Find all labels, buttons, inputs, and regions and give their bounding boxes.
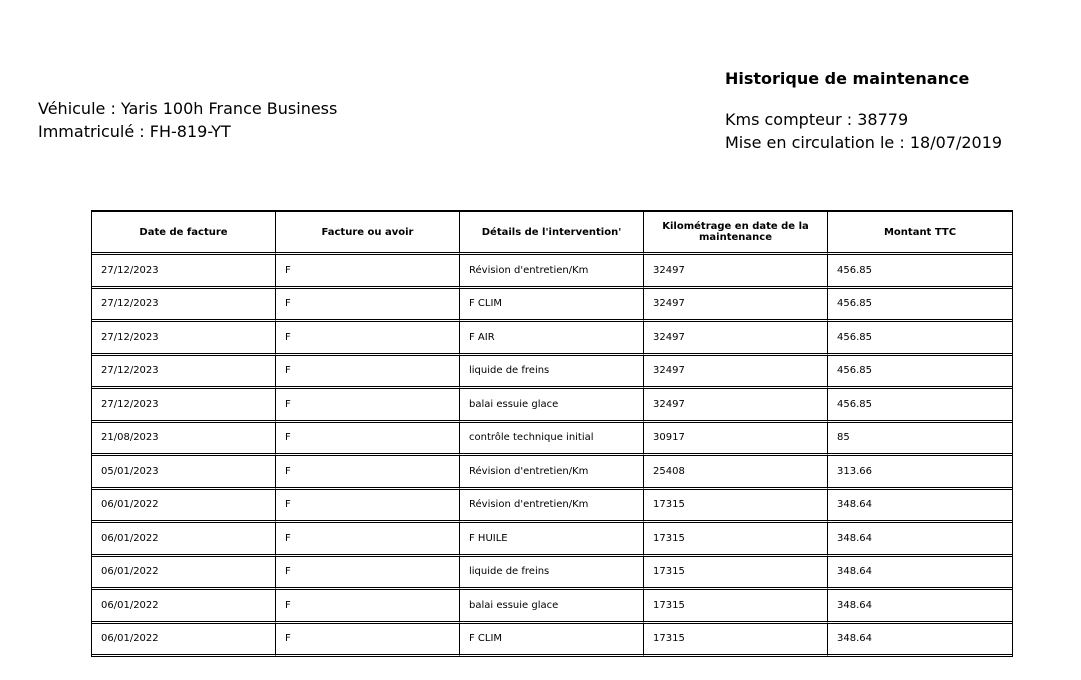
table-row: [92, 389, 1012, 423]
table-row: [92, 289, 1012, 323]
vehicle-model: Véhicule : Yaris 100h France Business: [38, 99, 338, 118]
table-row: [92, 322, 1012, 356]
circulation-date: Mise en circulation le : 18/07/2019: [725, 133, 1003, 152]
cell-mileage: 17315: [644, 490, 828, 524]
cell-mileage: 25408: [644, 456, 828, 490]
cell-mileage: 32497: [644, 356, 828, 390]
cell-mileage: 17315: [644, 557, 828, 591]
cell-amount: 456.85: [828, 356, 1012, 390]
cell-invoice-date: 21/08/2023: [92, 423, 276, 457]
table-row: [92, 590, 1012, 624]
cell-mileage: 32497: [644, 322, 828, 356]
table-row: [92, 356, 1012, 390]
cell-amount: 456.85: [828, 255, 1012, 289]
cell-invoice-type: F: [276, 490, 460, 524]
cell-intervention-details: F AIR: [460, 322, 644, 356]
cell-amount: 348.64: [828, 590, 1012, 624]
table-row: [92, 557, 1012, 591]
table-row: [92, 423, 1012, 457]
page-title: Historique de maintenance: [725, 69, 970, 88]
cell-invoice-date: 06/01/2022: [92, 557, 276, 591]
cell-amount: 456.85: [828, 322, 1012, 356]
cell-invoice-date: 06/01/2022: [92, 490, 276, 524]
cell-intervention-details: balai essuie glace: [460, 389, 644, 423]
cell-amount: 348.64: [828, 624, 1012, 658]
maintenance-table-container: [91, 210, 1013, 657]
cell-invoice-date: 06/01/2022: [92, 523, 276, 557]
cell-amount: 85: [828, 423, 1012, 457]
cell-invoice-date: 06/01/2022: [92, 624, 276, 658]
cell-amount: 348.64: [828, 557, 1012, 591]
cell-invoice-date: 27/12/2023: [92, 289, 276, 323]
cell-amount: 456.85: [828, 389, 1012, 423]
cell-invoice-type: F: [276, 557, 460, 591]
history-header: [725, 68, 1002, 154]
cell-mileage: 32497: [644, 389, 828, 423]
cell-mileage: 17315: [644, 624, 828, 658]
table-row: [92, 456, 1012, 490]
header-mileage: Kilométrage en date de la maintenance: [644, 212, 828, 255]
cell-invoice-type: F: [276, 389, 460, 423]
cell-invoice-type: F: [276, 590, 460, 624]
cell-invoice-type: F: [276, 322, 460, 356]
odometer-reading: Kms compteur : 38779: [725, 110, 909, 129]
cell-intervention-details: liquide de freins: [460, 356, 644, 390]
cell-mileage: 17315: [644, 590, 828, 624]
header-intervention-details: Détails de l'intervention': [460, 212, 644, 255]
cell-invoice-type: F: [276, 456, 460, 490]
cell-invoice-type: F: [276, 523, 460, 557]
cell-intervention-details: F CLIM: [460, 624, 644, 658]
history-info: [725, 108, 1002, 154]
cell-invoice-type: F: [276, 423, 460, 457]
vehicle-plate: Immatriculé : FH-819-YT: [38, 122, 231, 141]
table-body: [92, 255, 1012, 657]
vehicle-info: [38, 97, 337, 143]
table-row: [92, 523, 1012, 557]
cell-invoice-date: 27/12/2023: [92, 389, 276, 423]
cell-invoice-date: 05/01/2023: [92, 456, 276, 490]
header-invoice-date: Date de facture: [92, 212, 276, 255]
cell-invoice-type: F: [276, 356, 460, 390]
maintenance-table: [91, 210, 1013, 657]
cell-intervention-details: contrôle technique initial: [460, 423, 644, 457]
cell-invoice-date: 27/12/2023: [92, 322, 276, 356]
cell-amount: 348.64: [828, 490, 1012, 524]
cell-invoice-type: F: [276, 624, 460, 658]
cell-intervention-details: Révision d'entretien/Km: [460, 490, 644, 524]
cell-amount: 456.85: [828, 289, 1012, 323]
table-row: [92, 255, 1012, 289]
cell-intervention-details: liquide de freins: [460, 557, 644, 591]
cell-mileage: 32497: [644, 289, 828, 323]
cell-intervention-details: Révision d'entretien/Km: [460, 456, 644, 490]
cell-intervention-details: Révision d'entretien/Km: [460, 255, 644, 289]
cell-invoice-type: F: [276, 255, 460, 289]
header-amount: Montant TTC: [828, 212, 1012, 255]
cell-mileage: 30917: [644, 423, 828, 457]
cell-mileage: 32497: [644, 255, 828, 289]
header-invoice-type: Facture ou avoir: [276, 212, 460, 255]
table-header-row: [92, 212, 1012, 255]
table-row: [92, 490, 1012, 524]
table-row: [92, 624, 1012, 658]
cell-invoice-type: F: [276, 289, 460, 323]
cell-amount: 348.64: [828, 523, 1012, 557]
cell-invoice-date: 27/12/2023: [92, 255, 276, 289]
cell-mileage: 17315: [644, 523, 828, 557]
cell-intervention-details: balai essuie glace: [460, 590, 644, 624]
cell-invoice-date: 27/12/2023: [92, 356, 276, 390]
cell-invoice-date: 06/01/2022: [92, 590, 276, 624]
cell-intervention-details: F CLIM: [460, 289, 644, 323]
cell-intervention-details: F HUILE: [460, 523, 644, 557]
cell-amount: 313.66: [828, 456, 1012, 490]
